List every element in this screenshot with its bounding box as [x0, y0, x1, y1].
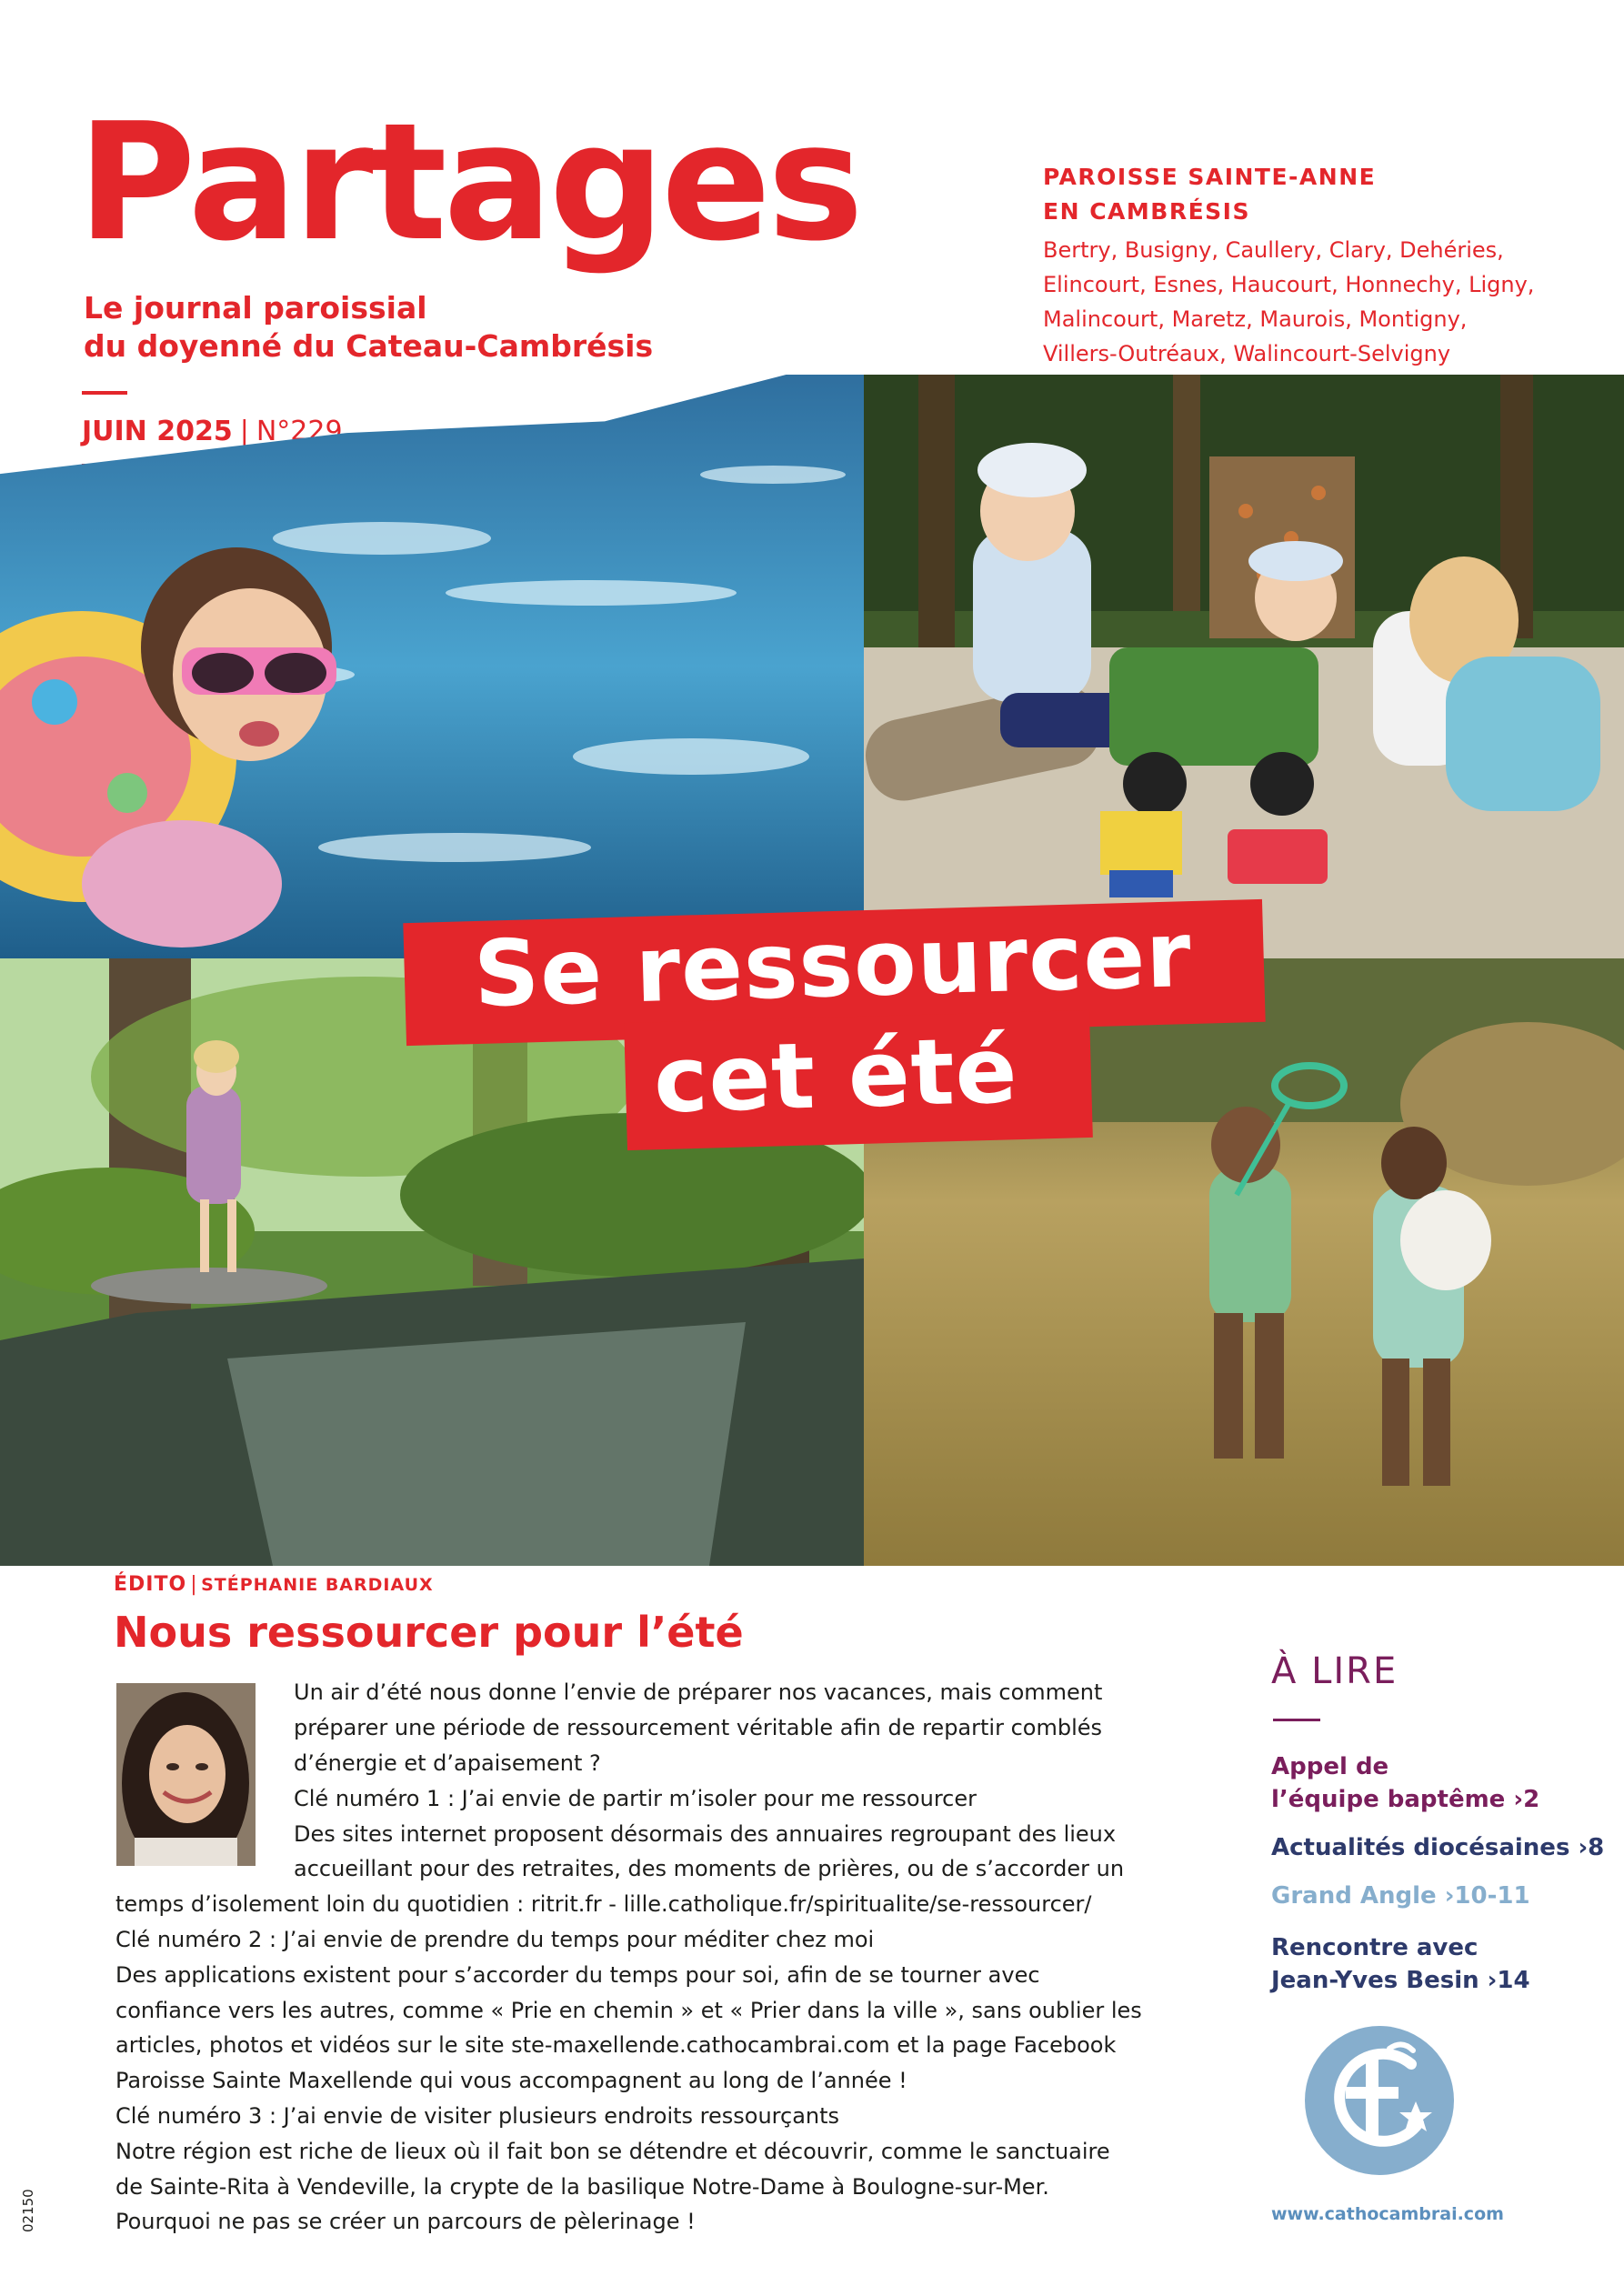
sidebar-heading: À LIRE	[1271, 1650, 1398, 1692]
issue-separator: |	[239, 416, 249, 447]
edito-paragraph-line: Notre région est riche de lieux où il fait bon se détendre et découvrir, comme le sanctuaire	[115, 2139, 1110, 2164]
toc-item-label: l’équipe baptême ›2	[1271, 1786, 1540, 1813]
edito-paragraph-line: temps d’isolement loin du quotidien : ritrit.fr - lille.catholique.fr/spiritualite/se-ressourcer/	[115, 1891, 1092, 1917]
photo-children-sandbox	[864, 375, 1624, 958]
edito-key-heading: Clé numéro 2 : J’ai envie de prendre du temps pour méditer chez moi	[115, 1927, 875, 1952]
issue-code: 02150	[20, 2189, 36, 2232]
headline-line-2: cet été	[652, 1017, 1019, 1134]
edito-key-heading: Clé numéro 3 : J’ai envie de visiter plusieurs endroits ressourçants	[115, 2103, 840, 2129]
edito-label: ÉDITO	[114, 1573, 187, 1596]
villages-line: Elincourt, Esnes, Haucourt, Honnechy, Ligny,	[1043, 272, 1535, 297]
toc-item-bapteme[interactable]	[1271, 1750, 1539, 1816]
journal-subtitle	[84, 289, 775, 366]
masthead-divider	[82, 391, 127, 395]
parish-name-line-2: EN CAMBRÉSIS	[1043, 198, 1250, 225]
toc-item-label: Appel de	[1271, 1753, 1389, 1780]
edito-paragraph-line: Des sites internet proposent désormais des annuaires regroupant des lieux	[294, 1821, 1117, 1847]
toc-item-label: Jean-Yves Besin ›14	[1271, 1967, 1530, 1994]
photo-child-swimming-pool	[0, 375, 864, 958]
villages-line: Villers-Outréaux, Walincourt-Selvigny	[1043, 341, 1451, 366]
toc-item-rencontre[interactable]	[1271, 1931, 1530, 1997]
villages-line: Malincourt, Maretz, Maurois, Montigny,	[1043, 306, 1468, 332]
edito-paragraph-line: accueillant pour des retraites, des moments de prières, ou de s’accorder un	[294, 1856, 1125, 1881]
toc-item-label: Actualités diocésaines ›8	[1271, 1834, 1605, 1861]
diocese-cross-star-logo-icon	[1302, 2023, 1457, 2178]
edito-kicker	[114, 1573, 434, 1596]
edito-author: STÉPHANIE BARDIAUX	[201, 1575, 434, 1595]
journal-title: Partages	[77, 88, 860, 276]
cover-headline	[402, 897, 1267, 1143]
parish-name-line-1: PAROISSE SAINTE-ANNE	[1043, 164, 1377, 190]
edito-paragraph-line: Paroisse Sainte Maxellende qui vous accompagnent au long de l’année !	[115, 2068, 907, 2093]
edito-paragraph-line: Un air d’été nous donne l’envie de préparer nos vacances, mais comment	[294, 1679, 1103, 1705]
subtitle-line-2: du doyenné du Cateau-Cambrésis	[84, 328, 654, 364]
edito-paragraph-line: préparer une période de ressourcement véritable afin de repartir comblés	[294, 1715, 1103, 1740]
edito-paragraph-line: Des applications existent pour s’accorder du temps pour soi, afin de se tourner avec	[115, 1962, 1040, 1988]
edito-paragraph-line: articles, photos et vidéos sur le site ste-maxellende.cathocambrai.com et la page Facebook	[115, 2032, 1117, 2058]
parish-name	[1043, 160, 1376, 229]
subtitle-line-1: Le journal paroissial	[84, 290, 427, 326]
edito-title: Nous ressourcer pour l’été	[114, 1608, 744, 1657]
edito-paragraph-line: d’énergie et d’apaisement ?	[294, 1750, 601, 1776]
edito-separator: |	[190, 1573, 198, 1596]
issue-number: N°229	[256, 416, 343, 447]
toc-item-label: Rencontre avec	[1271, 1934, 1479, 1961]
sidebar-divider	[1273, 1719, 1320, 1721]
villages-line: Bertry, Busigny, Caullery, Clary, Dehéries,	[1043, 237, 1504, 263]
toc-item-grand-angle[interactable]	[1271, 1880, 1530, 1912]
toc-item-label: Grand Angle ›10-11	[1271, 1882, 1530, 1910]
edito-key-heading: Clé numéro 1 : J’ai envie de partir m’isoler pour me ressourcer	[294, 1786, 977, 1811]
edito-paragraph-line: Pourquoi ne pas se créer un parcours de pèlerinage !	[115, 2209, 696, 2234]
website-link[interactable]: www.cathocambrai.com	[1271, 2204, 1504, 2224]
author-portrait	[116, 1683, 256, 1866]
edito-paragraph-line: confiance vers les autres, comme « Prie en chemin » et « Prier dans la ville », sans oublier les	[115, 1998, 1142, 2023]
headline-line-1: Se ressourcer	[472, 901, 1193, 1028]
issue-date: JUIN 2025	[82, 416, 233, 447]
toc-item-actualites[interactable]	[1271, 1831, 1604, 1864]
edito-paragraph-line: de Sainte-Rita à Vendeville, la crypte de la basilique Notre-Dame à Boulogne-sur-Mer.	[115, 2174, 1049, 2200]
parish-villages	[1043, 233, 1589, 371]
